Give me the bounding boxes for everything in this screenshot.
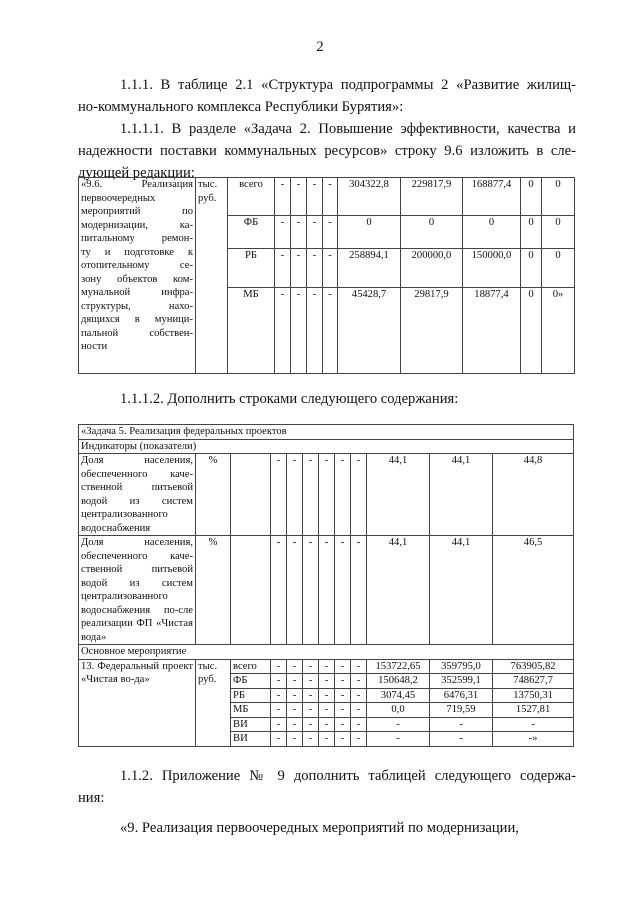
table-cell: 13. Федеральный проект «Чистая во-да» bbox=[79, 659, 196, 746]
table-cell: - bbox=[323, 249, 338, 288]
table-cell: 153722,65 bbox=[367, 659, 430, 674]
table-cell: - bbox=[275, 216, 291, 249]
table-cell: - bbox=[287, 717, 303, 732]
name-line: «9.6. Реализация bbox=[81, 179, 193, 190]
table-cell: - bbox=[319, 688, 335, 703]
table-cell: - bbox=[287, 732, 303, 747]
table-cell: 168877,4 bbox=[463, 178, 521, 216]
paragraph-2-line-3: дующей редакции: bbox=[78, 165, 195, 181]
table-cell: 0 bbox=[521, 249, 542, 288]
table-cell: - bbox=[271, 536, 287, 645]
table-cell: 6476,31 bbox=[430, 688, 493, 703]
table-row bbox=[79, 645, 574, 660]
table-row bbox=[79, 659, 574, 674]
table-cell: РБ bbox=[231, 688, 271, 703]
name-line: мунальной инфра- bbox=[81, 287, 193, 298]
table-cell: - bbox=[271, 659, 287, 674]
name-line: дящихся в муници- bbox=[81, 314, 193, 325]
table-cell: - bbox=[319, 674, 335, 689]
table-cell: - bbox=[351, 688, 367, 703]
name-line: ности bbox=[81, 341, 108, 352]
table-cell: 719,59 bbox=[430, 703, 493, 718]
paragraph-2-line-1: 1.1.1.1. В разделе «Задача 2. Повышение эффективности, качества и bbox=[120, 121, 576, 137]
paragraph-2-line-2: надежности поставки коммунальных ресурсов» строку 9.6 изложить в сле- bbox=[78, 143, 576, 159]
table-cell: - bbox=[335, 688, 351, 703]
table-cell: - bbox=[287, 659, 303, 674]
paragraph-5: «9. Реализация первоочередных мероприятий по модернизации, bbox=[120, 820, 519, 836]
table-cell: 359795,0 bbox=[430, 659, 493, 674]
table-cell: ВИ bbox=[231, 732, 271, 747]
table-cell: - bbox=[335, 703, 351, 718]
table-cell: всего bbox=[228, 178, 275, 216]
table-cell: - bbox=[351, 659, 367, 674]
table-cell: ФБ bbox=[231, 674, 271, 689]
table-cell: - bbox=[367, 717, 430, 732]
table-cell: - bbox=[335, 536, 351, 645]
table-row bbox=[79, 425, 574, 440]
table-cell: - bbox=[271, 703, 287, 718]
table-cell: 46,5 bbox=[493, 536, 574, 645]
table-cell: - bbox=[271, 717, 287, 732]
table-cell: РБ bbox=[228, 249, 275, 288]
table-cell: 45428,7 bbox=[338, 288, 401, 374]
table-cell: 44,1 bbox=[367, 454, 430, 536]
table-cell: «Задача 5. Реализация федеральных проектов bbox=[79, 425, 574, 440]
table-cell: - bbox=[319, 454, 335, 536]
table-cell: - bbox=[351, 732, 367, 747]
table-cell: - bbox=[430, 732, 493, 747]
table-cell: 352599,1 bbox=[430, 674, 493, 689]
table-cell: - bbox=[291, 288, 307, 374]
table-cell: 3074,45 bbox=[367, 688, 430, 703]
name-line: отопительному се- bbox=[81, 260, 193, 271]
table-cell: - bbox=[303, 674, 319, 689]
table-task-5-federal-projects bbox=[78, 424, 574, 747]
table-cell: - bbox=[303, 688, 319, 703]
table-cell bbox=[231, 454, 271, 536]
measure-name-cell bbox=[79, 178, 196, 374]
table-cell: - bbox=[271, 688, 287, 703]
table-cell: Доля населения, обеспеченного каче-ственной питьевой водой из систем централизованного водоснабжения по-сле реализации ФП «Чистая вода» bbox=[79, 536, 196, 645]
table-cell: -» bbox=[493, 732, 574, 747]
table-cell: - bbox=[351, 674, 367, 689]
name-line: ту и подготовке к bbox=[81, 246, 193, 258]
table-cell: МБ bbox=[228, 288, 275, 374]
table-cell: - bbox=[287, 674, 303, 689]
table-cell: ФБ bbox=[228, 216, 275, 249]
table-row bbox=[79, 439, 574, 454]
table-cell: - bbox=[303, 659, 319, 674]
table-cell: - bbox=[271, 732, 287, 747]
table-cell: % bbox=[196, 454, 231, 536]
table-task-2-row-9-6 bbox=[78, 177, 575, 374]
table-cell: 0 bbox=[542, 216, 575, 249]
table-cell: 0 bbox=[542, 249, 575, 288]
table-cell: - bbox=[430, 717, 493, 732]
table-cell: - bbox=[303, 703, 319, 718]
table-cell: 29817,9 bbox=[401, 288, 463, 374]
table-cell: - bbox=[275, 178, 291, 216]
table-cell: - bbox=[287, 703, 303, 718]
name-line: структуры, нахо- bbox=[81, 300, 193, 312]
table-cell: - bbox=[319, 732, 335, 747]
table-cell: - bbox=[351, 717, 367, 732]
table-cell: 150648,2 bbox=[367, 674, 430, 689]
table-cell: 748627,7 bbox=[493, 674, 574, 689]
table-cell: - bbox=[291, 216, 307, 249]
table-cell: 44,1 bbox=[430, 454, 493, 536]
table-row bbox=[79, 536, 574, 645]
table-cell: - bbox=[287, 536, 303, 645]
table-cell: - bbox=[271, 454, 287, 536]
table-cell: - bbox=[271, 674, 287, 689]
table-cell: 44,8 bbox=[493, 454, 574, 536]
table-cell: 44,1 bbox=[430, 536, 493, 645]
table-row bbox=[79, 454, 574, 536]
table-cell: 258894,1 bbox=[338, 249, 401, 288]
name-line: модернизации, ка- bbox=[81, 219, 193, 231]
table-cell: - bbox=[303, 732, 319, 747]
table-cell: - bbox=[307, 249, 323, 288]
paragraph-4-line-1: 1.1.2. Приложение № 9 дополнить таблицей следующего содержа- bbox=[120, 768, 576, 784]
table-cell: 1527,81 bbox=[493, 703, 574, 718]
name-line: первоочередных bbox=[81, 192, 156, 204]
table-cell: - bbox=[287, 688, 303, 703]
table-cell: 0,0 bbox=[367, 703, 430, 718]
table-cell: - bbox=[303, 717, 319, 732]
table-cell: - bbox=[303, 536, 319, 645]
paragraph-1-line-2: но-коммунального комплекса Республики Бурятия»: bbox=[78, 99, 404, 115]
table-cell: 0 bbox=[338, 216, 401, 249]
table-cell: - bbox=[335, 732, 351, 747]
name-line: питальному ремон- bbox=[81, 233, 193, 244]
table-cell: - bbox=[335, 454, 351, 536]
table-cell: - bbox=[351, 703, 367, 718]
table-cell: 0 bbox=[542, 178, 575, 216]
table-cell: Доля населения, обеспеченного каче-ственной питьевой водой из систем централизованного водоснабжения bbox=[79, 454, 196, 536]
paragraph-3: 1.1.1.2. Дополнить строками следующего содержания: bbox=[120, 391, 459, 407]
table-cell: Основное мероприятие bbox=[79, 645, 574, 660]
table-cell: 0 bbox=[521, 216, 542, 249]
table-cell: - bbox=[291, 178, 307, 216]
table-cell: 229817,9 bbox=[401, 178, 463, 216]
table-cell: - bbox=[291, 249, 307, 288]
table-cell: 0 bbox=[521, 288, 542, 374]
table-cell: - bbox=[323, 216, 338, 249]
table-cell: - bbox=[351, 536, 367, 645]
table-cell: - bbox=[351, 454, 367, 536]
table-cell: - bbox=[323, 178, 338, 216]
table-cell: - bbox=[319, 659, 335, 674]
table-cell: 0 bbox=[463, 216, 521, 249]
table-row bbox=[79, 178, 575, 216]
table-cell: - bbox=[367, 732, 430, 747]
table-cell: 0» bbox=[542, 288, 575, 374]
table-cell: - bbox=[287, 454, 303, 536]
table-cell: - bbox=[275, 288, 291, 374]
table-cell: - bbox=[303, 454, 319, 536]
table-cell: - bbox=[319, 536, 335, 645]
table-cell: 0 bbox=[521, 178, 542, 216]
paragraph-4-line-2: ния: bbox=[78, 790, 105, 806]
name-line: зону объектов ком- bbox=[81, 273, 193, 285]
name-line: пальной собствен- bbox=[81, 327, 193, 339]
table-cell: всего bbox=[231, 659, 271, 674]
table-cell: 763905,82 bbox=[493, 659, 574, 674]
table-cell: - bbox=[493, 717, 574, 732]
table-cell: МБ bbox=[231, 703, 271, 718]
table-cell: тыс. руб. bbox=[196, 178, 228, 374]
table-cell: 150000,0 bbox=[463, 249, 521, 288]
table-cell: - bbox=[307, 288, 323, 374]
table-cell: 200000,0 bbox=[401, 249, 463, 288]
table-cell: 304322,8 bbox=[338, 178, 401, 216]
table-cell bbox=[231, 536, 271, 645]
table-cell: - bbox=[335, 659, 351, 674]
table-cell: - bbox=[335, 674, 351, 689]
table-cell: - bbox=[319, 703, 335, 718]
page-number: 2 bbox=[316, 39, 324, 55]
table-cell: - bbox=[307, 216, 323, 249]
table-cell: - bbox=[323, 288, 338, 374]
table-cell: % bbox=[196, 536, 231, 645]
table-cell: тыс. руб. bbox=[196, 659, 231, 746]
table-cell: - bbox=[319, 717, 335, 732]
table-cell: 13750,31 bbox=[493, 688, 574, 703]
paragraph-1-line-1: 1.1.1. В таблице 2.1 «Структура подпрограммы 2 «Развитие жилищ- bbox=[120, 77, 576, 93]
table-cell: 44,1 bbox=[367, 536, 430, 645]
table-cell: - bbox=[335, 717, 351, 732]
table-cell: Индикаторы (показатели) bbox=[79, 439, 574, 454]
table-cell: - bbox=[275, 249, 291, 288]
table-cell: 18877,4 bbox=[463, 288, 521, 374]
table-cell: ВИ bbox=[231, 717, 271, 732]
table-cell: 0 bbox=[401, 216, 463, 249]
name-line: мероприятий по bbox=[81, 206, 193, 217]
table-cell: - bbox=[307, 178, 323, 216]
